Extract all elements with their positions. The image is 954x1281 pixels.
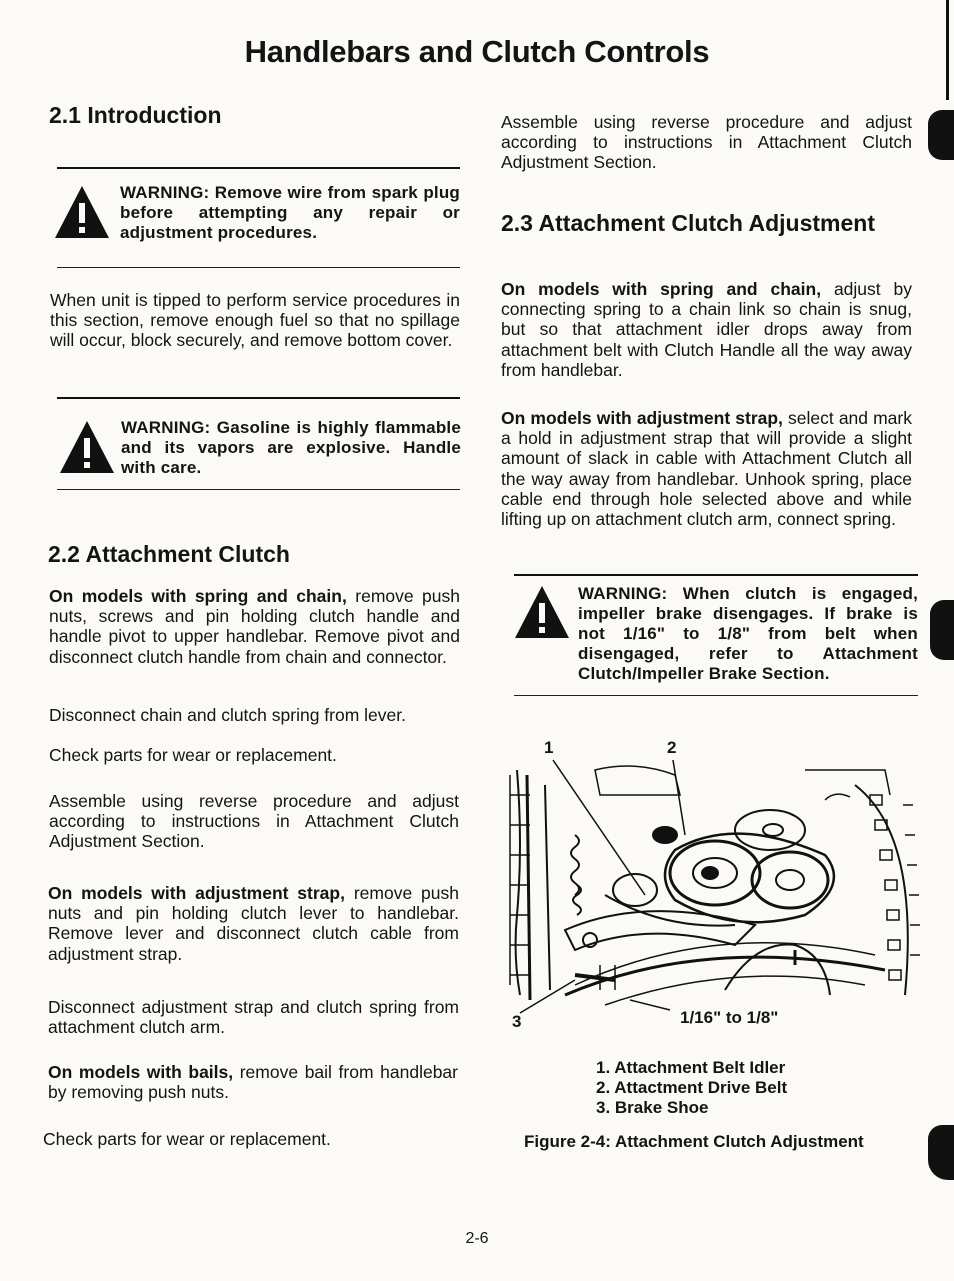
adjust-paragraph-adjustment-strap (501, 408, 912, 529)
body-text: remove push nuts and pin holding clutch lever to handlebar. Remove lever and disconnect clutch cable from adjustment strap. (48, 883, 459, 964)
warning-rule-top (57, 167, 460, 169)
clutch-paragraph-check-parts: Check parts for wear or replacement. (49, 745, 337, 765)
section-heading-attachment-clutch: 2.2 Attachment Clutch (48, 541, 290, 567)
clutch-paragraph-check-parts-2: Check parts for wear or replacement. (43, 1129, 331, 1149)
clutch-paragraph-disconnect-chain: Disconnect chain and clutch spring from lever. (49, 705, 406, 725)
warning-rule-top (57, 397, 460, 399)
page-number: 2-6 (465, 1230, 489, 1247)
page-title: Handlebars and Clutch Controls (244, 34, 710, 69)
warning-triangle-icon (512, 583, 572, 648)
figure-callout-2: 2 (667, 738, 677, 757)
bold-lead: On models with adjustment strap, (48, 883, 345, 903)
warning-triangle-icon (52, 183, 112, 248)
section-heading-introduction: 2.1 Introduction (49, 102, 222, 128)
clutch-paragraph-spring-chain (49, 586, 460, 667)
body-text: adjust by connecting spring to a chain link so chain is snug, but so that attachment idler drops away from attachment belt with Clutch Handle all the way away from handlebar. (501, 279, 912, 380)
binder-hole-mark (930, 600, 954, 660)
figure-callout-1: 1 (544, 738, 554, 757)
intro-paragraph: When unit is tipped to perform service procedures in this section, remove enough fuel so that no spillage will occur, block securely, and remove bottom cover. (50, 290, 460, 351)
figure-gap-label: 1/16" to 1/8" (680, 1008, 779, 1027)
bold-lead: On models with spring and chain, (49, 586, 347, 606)
clutch-paragraph-adjustment-strap (48, 883, 459, 964)
binder-hole-mark (928, 110, 954, 160)
section-heading-clutch-adjustment: 2.3 Attachment Clutch Adjustment (501, 210, 875, 236)
legend-item: 2. Attactment Drive Belt (596, 1078, 788, 1097)
right-assemble-paragraph: Assemble using reverse procedure and adjust according to instructions in Attachment Clutch Adjustment Section. (501, 112, 912, 173)
warning-gasoline: WARNING: Gasoline is highly flammable and its vapors are explosive. Handle with care. (121, 418, 461, 477)
warning-spark-plug: WARNING: Remove wire from spark plug before attempting any repair or adjustment procedures. (120, 183, 460, 242)
clutch-paragraph-assemble: Assemble using reverse procedure and adjust according to instructions in Attachment Clutch Adjustment Section. (49, 791, 459, 852)
body-text: remove bail from handlebar by removing push nuts. (48, 1062, 458, 1103)
adjust-paragraph-spring-chain (501, 279, 912, 380)
figure-legend (596, 1058, 787, 1118)
warning-rule-bottom (57, 489, 460, 490)
clutch-mechanism-illustration (505, 755, 925, 1025)
warning-rule-bottom (57, 267, 460, 268)
legend-item: 1. Attachment Belt Idler (596, 1058, 786, 1077)
figure-caption: Figure 2-4: Attachment Clutch Adjustment (524, 1132, 864, 1151)
warning-rule-bottom (514, 695, 918, 696)
body-text: remove push nuts, screws and pin holding clutch handle and handle pivot to upper handlebar. Remove pivot and disconnect clutch handle from chain and connector. (49, 586, 460, 667)
binder-edge-mark (946, 0, 949, 100)
body-text: select and mark a hold in adjustment strap that will provide a slight amount of slack in cable with Attachment Clutch all the way away from handlebar. Unhook spring, place cable end through hole selected above and while lifting up on attachment clutch arm, connect spring. (501, 408, 912, 530)
bold-lead: On models with adjustment strap, (501, 408, 783, 428)
warning-triangle-icon (57, 418, 117, 483)
legend-item: 3. Brake Shoe (596, 1098, 709, 1117)
warning-rule-top (514, 574, 918, 576)
figure-callout-3: 3 (512, 1012, 522, 1031)
warning-clutch-engaged: WARNING: When clutch is engaged, impeller brake disengages. If brake is not 1/16" to 1/8" from belt when disengaged, refer to Attachment Clutch/Impeller Brake Section. (578, 584, 918, 683)
clutch-paragraph-disconnect-strap: Disconnect adjustment strap and clutch spring from attachment clutch arm. (48, 997, 459, 1038)
binder-hole-mark (928, 1125, 954, 1180)
bold-lead: On models with spring and chain, (501, 279, 822, 299)
clutch-paragraph-bails (48, 1062, 458, 1102)
bold-lead: On models with bails, (48, 1062, 234, 1082)
